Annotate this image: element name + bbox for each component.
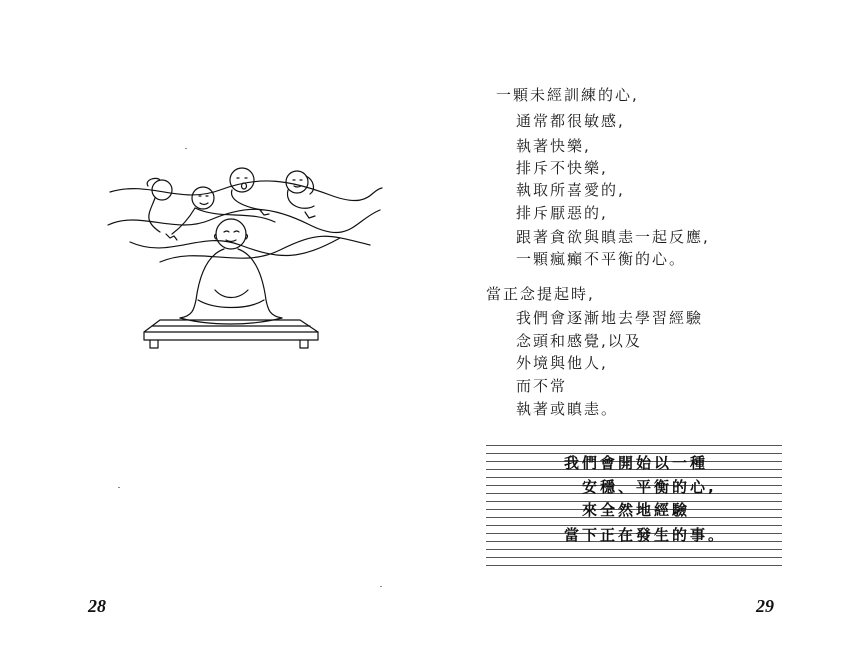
text-line: 排斥不快樂, <box>516 159 608 177</box>
ruled-line <box>486 557 782 558</box>
speck <box>118 487 120 488</box>
page-number-right: 29 <box>756 596 774 616</box>
text-line: 而不常 <box>516 377 568 395</box>
ruled-line <box>486 565 782 566</box>
right-page <box>424 0 848 652</box>
quote-line: 我們會開始以一種 <box>564 454 709 472</box>
text-line: 通常都很敏感, <box>516 112 625 130</box>
ruled-line <box>486 549 782 550</box>
text-line: 一顆未經訓練的心, <box>496 86 639 104</box>
text-line: 執取所喜愛的, <box>516 181 625 199</box>
text-line: 我們會逐漸地去學習經驗 <box>516 309 704 327</box>
ruled-line <box>486 445 782 446</box>
text-line: 執著或瞋恚。 <box>516 400 619 418</box>
speck <box>380 586 382 587</box>
quote-line: 安穩、平衡的心, <box>582 478 717 496</box>
quote-line: 當下正在發生的事。 <box>564 526 727 544</box>
text-line: 執著快樂, <box>516 137 591 155</box>
text-line: 外境與他人, <box>516 354 608 372</box>
text-line: 念頭和感覺,以及 <box>516 332 642 350</box>
meditating-monk-illustration <box>100 150 390 370</box>
lined-quote-box <box>486 440 782 566</box>
quote-line: 來全然地經驗 <box>582 501 691 519</box>
page-number-left: 28 <box>88 596 106 616</box>
speck <box>185 148 187 149</box>
text-line: 當正念提起時, <box>486 285 595 303</box>
text-line: 一顆瘋癲不平衡的心。 <box>516 250 687 268</box>
text-line: 排斥厭惡的, <box>516 204 608 222</box>
text-line: 跟著貪欲與瞋恚一起反應, <box>516 228 710 246</box>
